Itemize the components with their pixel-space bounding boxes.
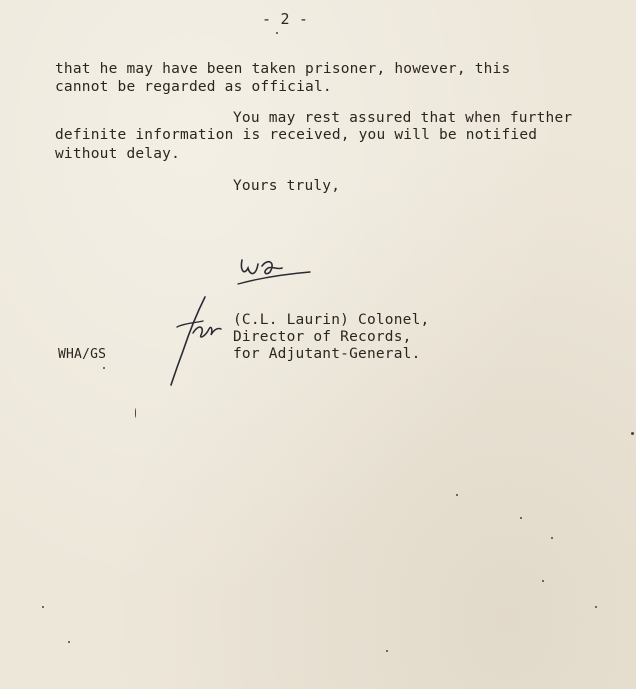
body-line: definite information is received, you will be notified <box>55 127 538 143</box>
paper-speck <box>68 641 70 643</box>
paper-speck <box>542 580 544 582</box>
signature-name: (C.L. Laurin) Colonel, <box>233 312 430 328</box>
paper-speck <box>42 606 44 608</box>
paper-speck <box>520 517 522 519</box>
body-line: cannot be regarded as official. <box>55 79 332 95</box>
paper-speck <box>276 32 278 34</box>
body-line: You may rest assured that when further <box>233 110 573 126</box>
closing: Yours truly, <box>233 178 341 194</box>
signature-office: for Adjutant-General. <box>233 346 421 362</box>
paper-speck <box>595 606 597 608</box>
page-number: - 2 - <box>262 10 309 28</box>
paper-speck <box>135 408 136 418</box>
initials-signature <box>232 246 317 288</box>
signature-title: Director of Records, <box>233 329 412 345</box>
body-line: without delay. <box>55 146 181 162</box>
paper-speck <box>103 367 105 369</box>
body-line: that he may have been taken prisoner, however, this <box>55 61 511 77</box>
paper-speck <box>631 432 634 435</box>
paper-speck <box>551 537 553 539</box>
paper-speck <box>386 650 388 652</box>
pen-signature <box>165 293 225 388</box>
reference-initials: WHA/GS <box>58 347 107 362</box>
paper-speck <box>456 494 458 496</box>
